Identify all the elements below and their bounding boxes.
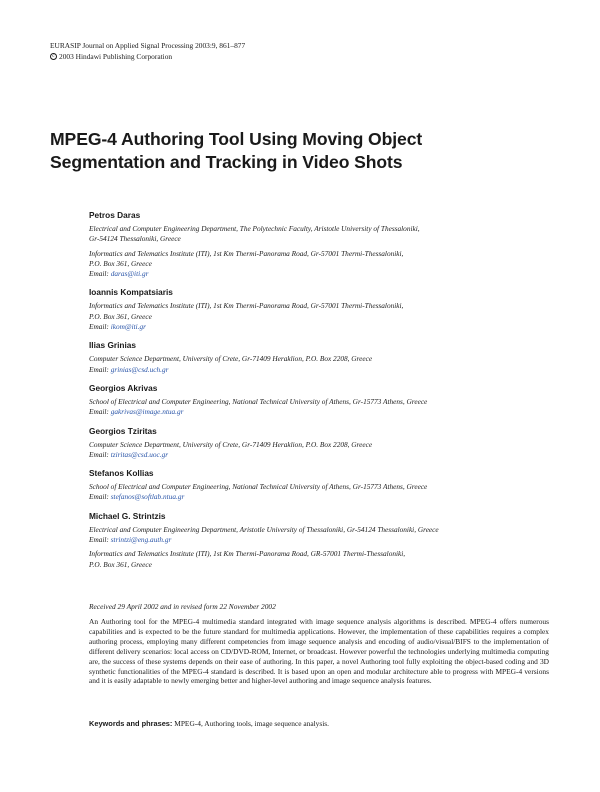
affiliation	[89, 397, 559, 418]
author-email	[89, 322, 559, 332]
abstract: An Authoring tool for the MPEG-4 multimedia standard integrated with image sequence analysis algorithms is described. MPEG-4 offers numerous capabilities and is expected to be the future standard for multimedia applications. However, the implementation of these capabilities requires a complex authoring process, employing many different competencies from image sequence analysis and encoding of audio/visual/BIFS to the implementation of different delivery scenarios: local access on CD/DVD-ROM, Internet, or broadcast. However powerful the technologies underlying multimedia computing are, the success of these systems depends on their ease of authoring. In this paper, a novel Authoring tool fully exploiting the object-based coding and 3D synthetic functionalities of the MPEG-4 standard is described. It is based upon an open and modular architecture able to progress with MPEG-4 versions and it is easily adaptable to newly emerging better and higher-level authoring and image sequence analysis features.	[89, 617, 549, 686]
email-label: Email:	[89, 492, 109, 502]
affiliation-text: Electrical and Computer Engineering Department, The Polytechnic Faculty, Aristotle University of Thessaloniki, Gr-54124 Thessaloniki, Greece	[89, 224, 420, 244]
author-email	[89, 535, 559, 545]
author-name: Ioannis Kompatsiaris	[89, 287, 173, 298]
affiliation-text: School of Electrical and Computer Engineering, National Technical University of Athens, Gr-15773 Athens, Greece	[89, 396, 428, 406]
author-email	[89, 365, 559, 375]
author-email	[89, 492, 559, 502]
affiliation-text: Electrical and Computer Engineering Department, Aristotle University of Thessaloniki, Gr-54124 Thessaloniki, Greece	[89, 524, 439, 534]
copyright-line	[50, 52, 245, 63]
email-label: Email:	[89, 364, 109, 374]
author-name: Michael G. Strintzis	[89, 510, 166, 521]
author-block	[89, 382, 559, 418]
email-link[interactable]: tziritas@csd.uoc.gr	[110, 449, 169, 459]
affiliation	[89, 224, 559, 245]
copyright-text: 2003 Hindawi Publishing Corporation	[59, 51, 173, 61]
email-label: Email:	[89, 535, 109, 545]
email-link[interactable]: daras@iti.gr	[110, 269, 149, 279]
email-label: Email:	[89, 449, 109, 459]
author-name: Georgios Akrivas	[89, 382, 158, 393]
author-list	[89, 209, 559, 577]
author-name: Petros Daras	[89, 210, 141, 220]
email-link[interactable]: strintzi@eng.auth.gr	[110, 535, 172, 545]
keywords-label: Keywords and phrases:	[89, 719, 173, 728]
author-block	[89, 510, 559, 570]
author-block	[89, 425, 559, 461]
affiliation-text: Computer Science Department, University of Crete, Gr-71409 Heraklion, P.O. Box 2208, Greece	[89, 439, 373, 449]
author-block	[89, 286, 559, 332]
author-email	[89, 407, 559, 417]
email-link[interactable]: stefanos@softlab.ntua.gr	[110, 492, 185, 502]
affiliation-text: Computer Science Department, University of Crete, Gr-71409 Heraklion, P.O. Box 2208, Greece	[89, 354, 373, 364]
keywords	[89, 719, 329, 729]
journal-citation: EURASIP Journal on Applied Signal Processing 2003:9, 861–877	[50, 41, 246, 50]
affiliation-text: Informatics and Telematics Institute (ITI), 1st Km Thermi-Panorama Road, Gr-57001 Thermi-Thessaloniki, P.O. Box 361, Greece	[89, 248, 404, 268]
affiliation-text: Informatics and Telematics Institute (ITI), 1st Km Thermi-Panorama Road, Gr-57001 Thermi-Thessaloniki, P.O. Box 361, Greece	[89, 301, 404, 321]
received-date: Received 29 April 2002 and in revised form 22 November 2002	[89, 602, 276, 611]
keywords-text: MPEG-4, Authoring tools, image sequence analysis.	[174, 719, 330, 728]
affiliation	[89, 249, 559, 280]
copyright-icon: c	[50, 53, 57, 60]
title-line-1: MPEG-4 Authoring Tool Using Moving Object	[50, 129, 423, 149]
author-name: Ilias Grinias	[89, 340, 137, 351]
email-link[interactable]: grinias@csd.uch.gr	[110, 364, 169, 374]
author-block	[89, 339, 559, 375]
author-email	[89, 450, 559, 460]
affiliation-text: School of Electrical and Computer Engineering, National Technical University of Athens, Gr-15773 Athens, Greece	[89, 482, 428, 492]
affiliation	[89, 301, 559, 332]
author-name: Georgios Tziritas	[89, 425, 157, 436]
affiliation	[89, 549, 559, 570]
journal-header	[50, 41, 245, 62]
affiliation	[89, 482, 559, 503]
affiliation	[89, 525, 559, 546]
author-block	[89, 209, 559, 279]
affiliation-text: Informatics and Telematics Institute (ITI), 1st Km Thermi-Panorama Road, GR-57001 Thermi-Thessaloniki, P.O. Box 361, Greece	[89, 549, 406, 569]
email-label: Email:	[89, 322, 109, 332]
paper-title	[50, 128, 550, 173]
author-name: Stefanos Kollias	[89, 468, 154, 479]
affiliation	[89, 440, 559, 461]
email-link[interactable]: ikom@iti.gr	[110, 322, 146, 332]
author-email	[89, 269, 559, 279]
email-link[interactable]: gakrivas@image.ntua.gr	[110, 407, 184, 417]
title-line-2: Segmentation and Tracking in Video Shots	[50, 151, 403, 172]
email-label: Email:	[89, 407, 109, 417]
author-block	[89, 467, 559, 503]
email-label: Email:	[89, 269, 109, 279]
affiliation	[89, 354, 559, 375]
